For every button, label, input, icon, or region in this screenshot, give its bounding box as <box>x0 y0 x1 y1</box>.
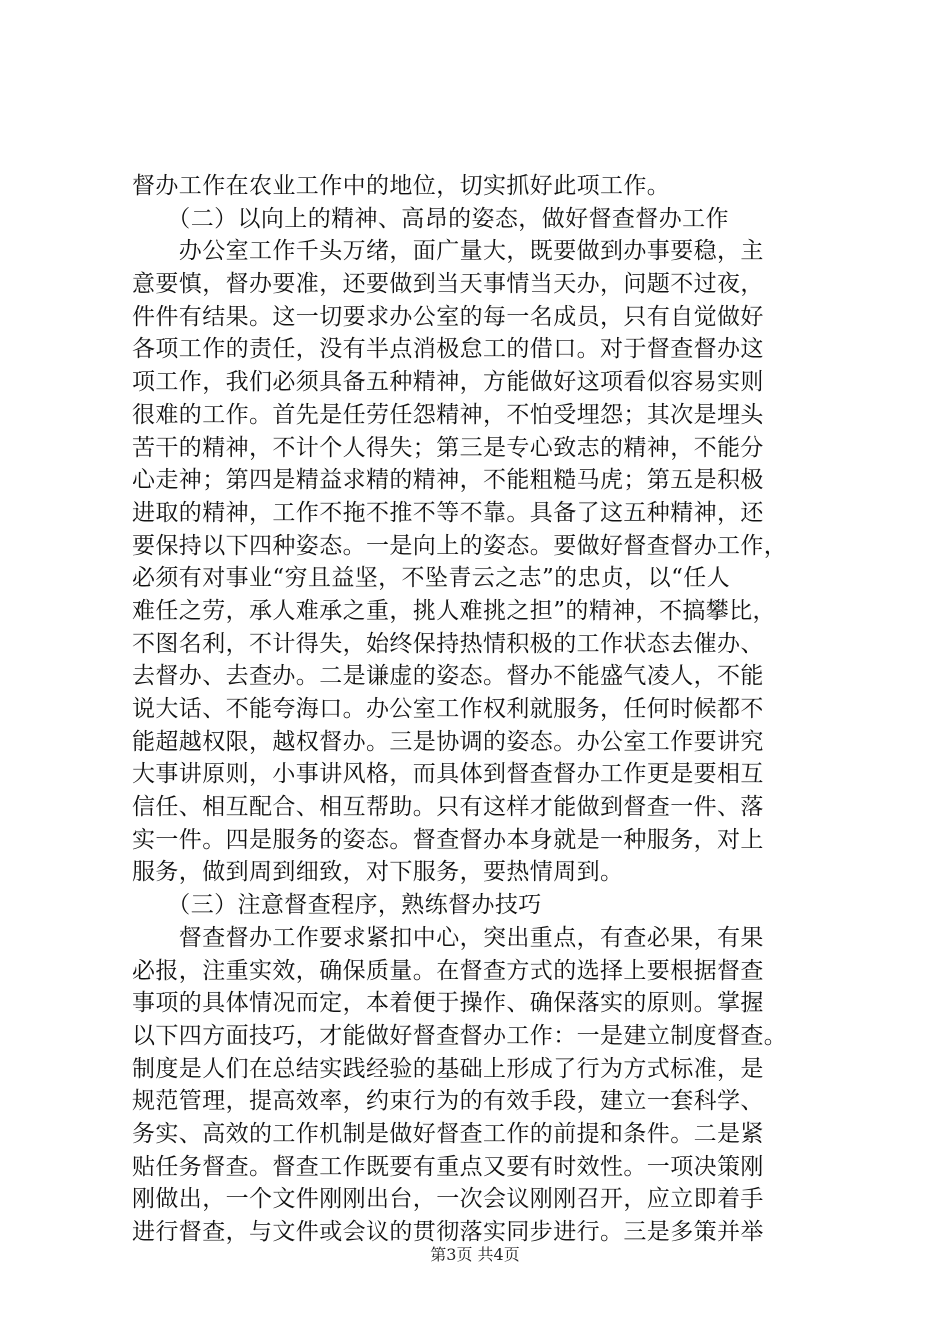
text-line: 服务，做到周到细致，对下服务，要热情周到。 <box>132 859 624 886</box>
text-line: 办公室工作千头万绪，面广量大，既要做到办事要稳，主 <box>132 238 764 265</box>
text-line: 大事讲原则，小事讲风格，而具体到督查督办工作更是要相互 <box>132 761 764 788</box>
text-line: 规范管理，提高效率，约束行为的有效手段，建立一套科学、 <box>132 1088 764 1115</box>
text-line: 实一件。四是服务的姿态。督查督办本身就是一种服务，对上 <box>132 826 764 853</box>
text-line: 说大话、不能夸海口。办公室工作权利就服务，任何时候都不 <box>132 696 764 722</box>
text-line: 意要慎，督办要准，还要做到当天事情当天办，问题不过夜， <box>132 271 764 298</box>
text-line: 难任之劳，承人难承之重，挑人难挑之担”的精神，不搞攀比， <box>132 597 776 624</box>
text-line: 不图名利，不计得失，始终保持热情积极的工作状态去催办、 <box>132 630 764 657</box>
text-line: 项工作，我们必须具备五种精神，方能做好这项看似容易实则 <box>132 369 764 396</box>
text-line: 各项工作的责任，没有半点消极怠工的借口。对于督查督办这 <box>132 336 764 363</box>
text-line: 进取的精神，工作不拖不推不等不靠。具备了这五种精神，还 <box>132 499 764 526</box>
text-line: 务实、高效的工作机制是做好督查工作的前提和条件。二是紧 <box>132 1120 764 1147</box>
text-line: 能超越权限，越权督办。三是协调的姿态。办公室工作要讲究 <box>132 728 764 755</box>
text-line: 件件有结果。这一切要求办公室的每一名成员，只有自觉做好 <box>132 303 764 330</box>
text-line: 事项的具体情况而定，本着便于操作、确保落实的原则。掌握 <box>132 990 764 1017</box>
document-body <box>132 170 832 1249</box>
text-line: 信任、相互配合、相互帮助。只有这样才能做到督查一件、落 <box>132 794 764 821</box>
text-line: 以下四方面技巧，才能做好督查督办工作：一是建立制度督查。 <box>132 1022 788 1049</box>
text-line: 进行督查，与文件或会议的贯彻落实同步进行。三是多策并举 <box>132 1219 764 1245</box>
text-line: 要保持以下四种姿态。一是向上的姿态。要做好督查督办工作， <box>132 532 788 559</box>
page-number: 第3页 共4页 <box>430 1245 520 1264</box>
text-line: 制度是人们在总结实践经验的基础上形成了行为方式标准，是 <box>132 1055 764 1082</box>
text-line: 很难的工作。首先是任劳任怨精神，不怕受埋怨；其次是埋头 <box>132 401 764 428</box>
text-line: 心走神；第四是精益求精的精神，不能粗糙马虎；第五是积极 <box>132 467 764 494</box>
text-line: 必报，注重实效，确保质量。在督查方式的选择上要根据督查 <box>132 957 764 984</box>
text-line: 督办工作在农业工作中的地位，切实抓好此项工作。 <box>132 173 671 199</box>
text-line: 贴任务督查。督查工作既要有重点又要有时效性。一项决策刚 <box>132 1153 764 1180</box>
text-line: 督查督办工作要求紧扣中心，突出重点，有查必果，有果 <box>132 924 764 951</box>
text-line: 必须有对事业“穷且益坚，不坠青云之志”的忠贞，以“任人 <box>132 565 731 592</box>
text-line: 刚做出，一个文件刚刚出台，一次会议刚刚召开，应立即着手 <box>132 1186 764 1213</box>
section-heading: （三）注意督查程序，熟练督办技巧 <box>132 892 542 919</box>
section-heading: （二）以向上的精神、高昂的姿态，做好督查督办工作 <box>132 205 729 232</box>
text-line: 去督办、去查办。二是谦虚的姿态。督办不能盛气凌人，不能 <box>132 663 764 690</box>
text-line: 苦干的精神，不计个人得失；第三是专心致志的精神，不能分 <box>132 434 764 461</box>
